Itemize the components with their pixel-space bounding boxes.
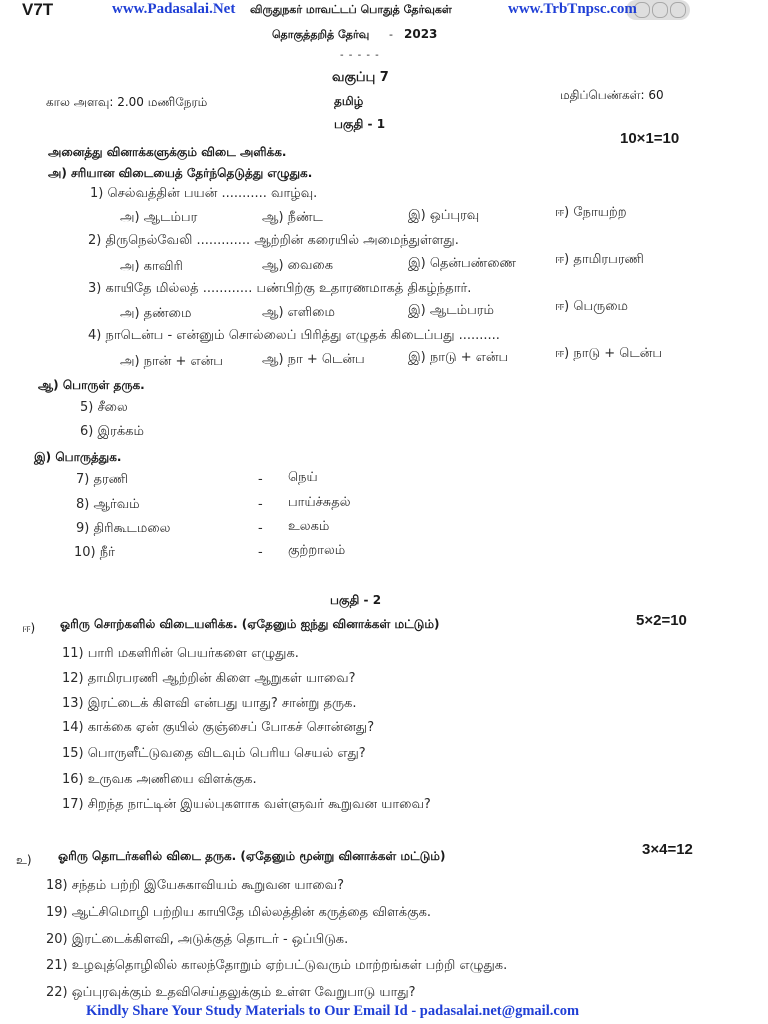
long-question: 20) இரட்டைக்கிளவி, அடுக்குத் தொடர் - ஒப்பிடுக.	[46, 932, 349, 947]
duration-label: கால அளவு: 2.00 மணிநேரம்	[46, 95, 208, 109]
long-question: 19) ஆட்சிமொழி பற்றிய காயிதே மில்லத்தின் கருத்தை விளக்குக.	[46, 905, 432, 920]
mcq-question: 4) நாடென்ப - என்னும் சொல்லைப் பிரித்து எழுதக் கிடைப்பது ..........	[88, 328, 500, 343]
mcq-option: ஈ) நாடு + டென்ப	[555, 346, 663, 361]
district-exam-title: விருதுநகர் மாவட்டப் பொதுத் தேர்வுகள்	[250, 3, 452, 16]
short-question: 11) பாரி மகளிரின் பெயர்களை எழுதுக.	[62, 646, 299, 661]
dash-separator: - - - - -	[340, 50, 380, 61]
long-question: 18) சந்தம் பற்றி இயேசுகாவியம் கூறுவன யாவை?	[46, 878, 344, 893]
mcq-option: ஆ) வைகை	[262, 258, 334, 273]
mcq-option: ஈ) தாமிரபரணி	[555, 252, 644, 267]
section-e-prefix: உ)	[16, 853, 32, 867]
section-d-prefix: ஈ)	[22, 621, 36, 635]
section-b-heading: ஆ) பொருள் தருக.	[38, 378, 145, 392]
part1-title: பகுதி - 1	[334, 117, 386, 131]
match-right: பாய்ச்சுதல்	[288, 495, 351, 510]
part2-title: பகுதி - 2	[330, 593, 382, 607]
class-label: வகுப்பு 7	[332, 70, 389, 85]
section-c-heading: இ) பொருத்துக.	[34, 450, 122, 464]
match-dash: -	[258, 521, 263, 536]
meaning-question: 5) சீலை	[80, 400, 128, 415]
long-question: 22) ஒப்புரவுக்கும் உதவிசெய்தலுக்கும் உள்ள வேறுபாடு யாது?	[46, 985, 416, 1000]
match-right: குற்றாலம்	[288, 543, 346, 558]
mcq-option: அ) தண்மை	[120, 306, 192, 321]
mcq-option: அ) ஆடம்பர	[120, 210, 198, 225]
trbtnpsc-link[interactable]: www.TrbTnpsc.com	[508, 1, 637, 17]
mcq-option: ஆ) எளிமை	[262, 305, 335, 320]
subject-label: தமிழ்	[334, 94, 364, 108]
short-question: 14) காக்கை ஏன் குயில் குஞ்சைப் போகச் சொன்னது?	[62, 720, 375, 735]
mcq-question: 2) திருநெல்வேலி ............. ஆற்றின் கரையில் அமைந்துள்ளது.	[88, 233, 459, 248]
mcq-question: 3) காயிதே மில்லத் ............ பண்பிற்கு உதாரணமாகத் திகழ்ந்தார்.	[88, 281, 472, 296]
short-question: 13) இரட்டைக் கிளவி என்பது யாது? சான்று தருக.	[62, 696, 357, 711]
short-question: 15) பொருளீட்டுவதை விடவும் பெரிய செயல் எது?	[62, 746, 366, 761]
mcq-option: இ) ஆடம்பரம்	[408, 303, 494, 318]
match-dash: -	[258, 545, 263, 560]
match-left: 9) திரிகூடமலை	[76, 521, 171, 536]
short-question: 16) உருவக அணியை விளக்குக.	[62, 772, 257, 787]
mcq-option: ஆ) நா + டென்ப	[262, 352, 365, 367]
match-dash: -	[258, 497, 263, 512]
mcq-option: ஆ) நீண்ட	[262, 210, 323, 225]
mcq-option: இ) ஒப்புரவு	[408, 208, 480, 223]
section-e-marks: 3×4=12	[642, 841, 693, 858]
footer-share-text: Kindly Share Your Study Materials to Our Email Id - padasalai.net@gmail.com	[86, 1003, 580, 1019]
long-question: 21) உழவுத்தொழிலில் காலந்தோறும் ஏற்பட்டுவரும் மாற்றங்கள் பற்றி எழுதுக.	[46, 958, 508, 973]
part1-instruction: அனைத்து வினாக்களுக்கும் விடை அளிக்க.	[48, 145, 287, 159]
exam-title: தொகுத்தறித் தேர்வு	[272, 28, 370, 41]
match-left: 10) நீர்	[74, 545, 115, 560]
section-d-heading: ஓரிரு சொற்களில் விடையளிக்க. (ஏதேனும் ஐந்து வினாக்கள் மட்டும்)	[60, 617, 440, 631]
match-left: 8) ஆர்வம்	[76, 497, 140, 512]
match-right: உலகம்	[288, 519, 330, 534]
mcq-option: இ) தென்பண்ணை	[408, 256, 517, 271]
mcq-option: ஈ) பெருமை	[555, 299, 628, 314]
section-d-marks: 5×2=10	[636, 612, 687, 629]
paper-code: V7T	[22, 0, 54, 19]
mcq-option: அ) காவிரி	[120, 259, 183, 274]
section-a-heading: அ) சரியான விடையைத் தேர்ந்தெடுத்து எழுதுக.	[48, 166, 313, 180]
padasalai-link[interactable]: www.Padasalai.Net	[112, 1, 236, 17]
match-left: 7) தரணி	[76, 472, 128, 487]
mcq-option: அ) நான் + என்ப	[120, 354, 223, 369]
match-dash: -	[258, 472, 263, 487]
match-right: நெய்	[288, 470, 318, 485]
short-question: 17) சிறந்த நாட்டின் இயல்புகளாக வள்ளுவர் கூறுவன யாவை?	[62, 797, 431, 812]
part1-marks: 10×1=10	[620, 130, 680, 147]
mcq-question: 1) செல்வத்தின் பயன் ........... வாழ்வு.	[90, 186, 318, 201]
total-marks-label: மதிப்பெண்கள்: 60	[560, 88, 664, 102]
exam-year: 2023	[404, 27, 438, 41]
short-question: 12) தாமிரபரணி ஆற்றின் கிளை ஆறுகள் யாவை?	[62, 671, 356, 686]
meaning-question: 6) இரக்கம்	[80, 424, 144, 439]
mcq-option: ஈ) நோயற்ற	[555, 205, 627, 220]
section-e-heading: ஓரிரு தொடர்களில் விடை தருக. (ஏதேனும் மூன்று வினாக்கள் மட்டும்)	[58, 849, 446, 863]
mcq-option: இ) நாடு + என்ப	[408, 350, 509, 365]
